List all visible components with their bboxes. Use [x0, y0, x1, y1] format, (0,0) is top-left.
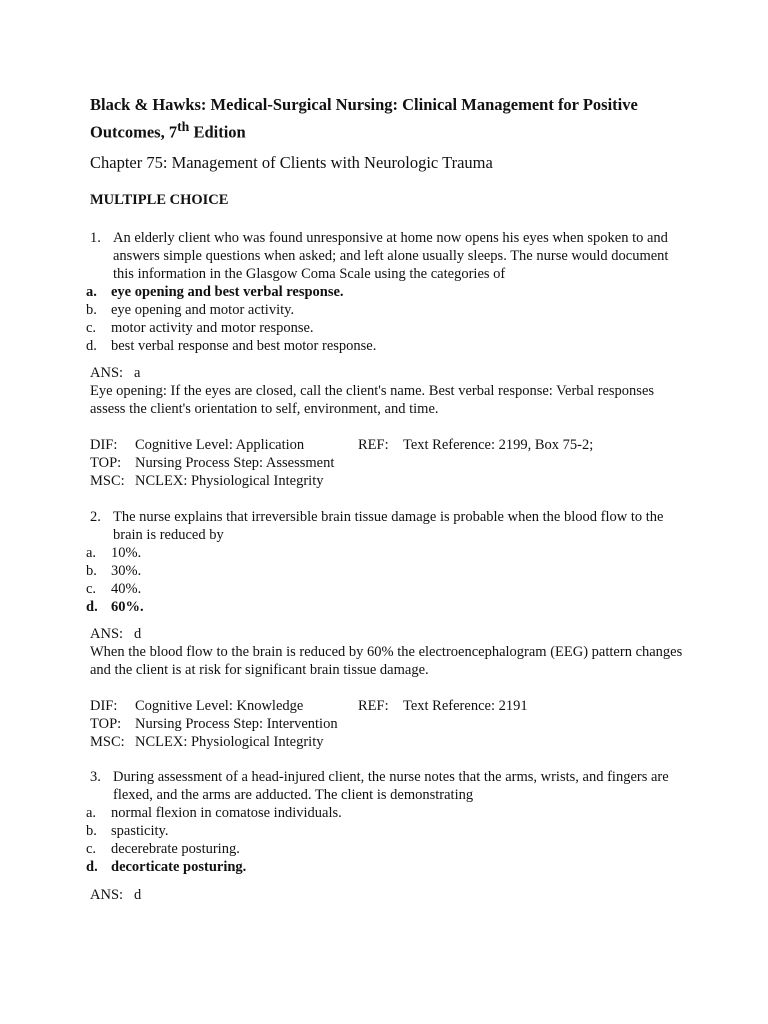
- question-1-option-d: [86, 337, 376, 355]
- option-letter: d.: [86, 859, 98, 875]
- question-1-dif-ref: [90, 436, 593, 454]
- option-text: spasticity.: [111, 823, 169, 839]
- ref-value: Text Reference: 2191: [403, 698, 528, 714]
- question-3-option-a: [86, 804, 342, 822]
- question-number: 1.: [90, 230, 101, 246]
- question-2-option-a: [86, 544, 141, 562]
- option-text: decerebrate posturing.: [111, 841, 240, 857]
- question-3-option-b: [86, 822, 168, 840]
- option-letter: d.: [86, 599, 98, 615]
- dif-label: DIF:: [90, 437, 118, 453]
- question-2-option-b: [86, 562, 141, 580]
- option-letter: c.: [86, 841, 97, 857]
- option-text: best verbal response and best motor response.: [111, 338, 377, 354]
- section-heading: MULTIPLE CHOICE: [90, 192, 229, 208]
- msc-value: NCLEX: Physiological Integrity: [135, 734, 324, 750]
- option-text: eye opening and motor activity.: [111, 302, 295, 318]
- question-3-stem: [90, 768, 690, 804]
- question-2-dif-ref: [90, 697, 528, 715]
- option-letter: a.: [86, 284, 97, 300]
- book-title-superscript: th: [177, 119, 190, 134]
- question-1-option-a: [86, 283, 344, 301]
- chapter-title: Chapter 75: Management of Clients with Neurologic Trauma: [90, 153, 493, 172]
- msc-label: MSC:: [90, 473, 125, 489]
- ref-label: REF:: [358, 437, 389, 453]
- question-2-option-d: [86, 598, 144, 616]
- question-2-rationale: When the blood flow to the brain is reduced by 60% the electroencephalogram (EEG) pattern changes and the client is at risk for significant brain tissue damage.: [90, 644, 683, 678]
- question-1-option-b: [86, 301, 294, 319]
- answer-value: d: [134, 887, 142, 903]
- question-3-option-c: [86, 840, 240, 858]
- option-text: 40%.: [111, 581, 142, 597]
- dif-value: Cognitive Level: Application: [135, 437, 305, 453]
- question-number: 3.: [90, 769, 101, 785]
- ref-value: Text Reference: 2199, Box 75-2;: [403, 437, 594, 453]
- dif-label: DIF:: [90, 698, 118, 714]
- question-1-answer: [90, 364, 140, 382]
- top-label: TOP:: [90, 716, 122, 732]
- option-letter: c.: [86, 581, 97, 597]
- question-text: During assessment of a head-injured client, the nurse notes that the arms, wrists, and fingers are flexed, and the arms are adducted. The client is demonstrating: [113, 769, 669, 803]
- option-text: motor activity and motor response.: [111, 320, 314, 336]
- question-1-top: [90, 454, 334, 472]
- option-text: decorticate posturing.: [111, 859, 247, 875]
- question-1-option-c: [86, 319, 314, 337]
- answer-label: ANS:: [90, 887, 124, 903]
- option-text: 30%.: [111, 563, 142, 579]
- question-2-stem: [90, 508, 690, 544]
- question-number: 2.: [90, 509, 101, 525]
- option-letter: b.: [86, 823, 97, 839]
- msc-value: NCLEX: Physiological Integrity: [135, 473, 324, 489]
- question-2-option-c: [86, 580, 141, 598]
- top-value: Nursing Process Step: Assessment: [135, 455, 335, 471]
- msc-label: MSC:: [90, 734, 125, 750]
- book-title-end: Edition: [189, 122, 246, 142]
- answer-value: d: [134, 626, 142, 642]
- option-letter: a.: [86, 805, 97, 821]
- answer-value: a: [134, 365, 141, 381]
- question-3-option-d: [86, 858, 246, 876]
- option-text: eye opening and best verbal response.: [111, 284, 344, 300]
- answer-label: ANS:: [90, 626, 124, 642]
- option-text: 60%.: [111, 599, 144, 615]
- option-letter: c.: [86, 320, 97, 336]
- question-2-top: [90, 715, 338, 733]
- question-2-answer: [90, 625, 141, 643]
- question-1-stem: [90, 229, 690, 283]
- top-value: Nursing Process Step: Intervention: [135, 716, 338, 732]
- dif-value: Cognitive Level: Knowledge: [135, 698, 304, 714]
- answer-label: ANS:: [90, 365, 124, 381]
- ref-label: REF:: [358, 698, 389, 714]
- option-text: normal flexion in comatose individuals.: [111, 805, 342, 821]
- option-letter: a.: [86, 545, 97, 561]
- book-title: [90, 94, 700, 144]
- book-title-main: Black & Hawks: Medical-Surgical Nursing: Clinical Management for Positive Outcomes, 7: [90, 95, 638, 142]
- option-letter: b.: [86, 563, 97, 579]
- question-1-msc: [90, 472, 323, 490]
- option-letter: d.: [86, 338, 97, 354]
- question-3-answer: [90, 886, 141, 904]
- question-text: An elderly client who was found unresponsive at home now opens his eyes when spoken to and answers simple questions when asked; and left alone usually sleeps. The nurse would document this information in the Glasgow Coma Scale using the categories of: [113, 230, 669, 282]
- option-letter: b.: [86, 302, 97, 318]
- question-text: The nurse explains that irreversible brain tissue damage is probable when the blood flow to the brain is reduced by: [113, 509, 664, 543]
- question-1-rationale: Eye opening: If the eyes are closed, call the client's name. Best verbal response: Verbal responses assess the client's orientation to self, environment, and time.: [90, 383, 655, 417]
- top-label: TOP:: [90, 455, 122, 471]
- option-text: 10%.: [111, 545, 142, 561]
- question-2-msc: [90, 733, 323, 751]
